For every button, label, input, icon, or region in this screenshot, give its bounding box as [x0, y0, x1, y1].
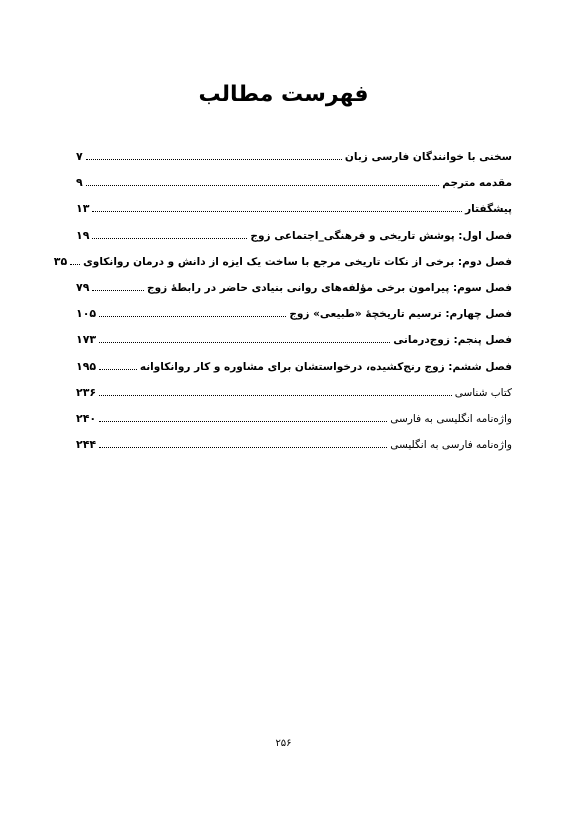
- toc-entry: [76, 386, 512, 412]
- toc-leader-dots: [99, 368, 137, 370]
- toc-leader-dots: [99, 341, 390, 343]
- toc-leader-dots: [92, 237, 247, 239]
- toc-entry: [76, 412, 512, 438]
- toc-entry: [76, 281, 512, 307]
- toc-entry-label: پیشگفتار: [465, 203, 512, 216]
- toc-entry-page: ۱۳: [76, 202, 90, 216]
- toc-entry-label: فصل دوم: برخی از نکات تاریخی مرجع با ساخت یک ایزه از دانش و درمان روانکاوی: [83, 255, 512, 268]
- toc-leader-dots: [92, 210, 462, 212]
- toc-leader-dots: [70, 263, 80, 265]
- toc-entry-page: ۱۹: [76, 228, 90, 242]
- toc-entry: [76, 333, 512, 359]
- toc-entry: [76, 438, 512, 464]
- toc-leader-dots: [86, 184, 440, 186]
- toc-leader-dots: [99, 446, 387, 448]
- toc-entry-page: ۲۴۴: [76, 438, 97, 452]
- toc-leader-dots: [99, 394, 452, 396]
- toc-entry: [76, 176, 512, 202]
- toc-entry: [76, 360, 512, 386]
- toc-entry-page: ۱۰۵: [76, 307, 97, 321]
- toc-entry-page: ۲۳۶: [76, 385, 97, 399]
- toc-entry-label: واژه‌نامه فارسی به انگلیسی: [390, 439, 512, 452]
- toc-leader-dots: [99, 315, 286, 317]
- toc-entry-page: ۲۴۰: [76, 411, 97, 425]
- toc-entry: [76, 229, 512, 255]
- toc-entry-page: ۱۷۳: [76, 333, 97, 347]
- toc-entry: [53, 254, 512, 281]
- toc-entry-label: فصل سوم: پیرامون برخی مؤلفه‌های روانی بنیادی حاضر در رابطهٔ زوج: [147, 281, 512, 294]
- toc-entry-label: سخنی با خوانندگان فارسی زبان: [344, 151, 512, 163]
- toc-entry-page: ۳۵: [53, 254, 68, 268]
- toc-leader-dots: [86, 158, 342, 160]
- toc-entry-label: فصل ششم: زوج رنج‌کشیده، درخواستشان برای مشاوره و کار روانکاوانه: [139, 360, 512, 373]
- toc-entry-label: کتاب شناسی: [454, 386, 512, 399]
- toc-entry-page: ۹: [76, 176, 83, 190]
- toc-entry-label: فصل اول: پوشش تاریخی و فرهنگی_اجتماعی زوج: [250, 229, 512, 242]
- toc-entry-label: فصل چهارم: ترسیم تاریخچهٔ «طبیعی» زوج: [289, 308, 512, 321]
- toc-entry-page: ۱۹۵: [76, 359, 97, 373]
- toc-entry: [76, 202, 512, 228]
- toc-entry-label: واژه‌نامه انگلیسی به فارسی: [390, 412, 512, 425]
- toc-entry-page: ۷: [76, 150, 83, 163]
- toc-leader-dots: [99, 420, 387, 422]
- page-number: ۲۵۶: [275, 738, 292, 749]
- toc-entry: [76, 150, 512, 176]
- toc-entry-label: مقدمه مترجم: [442, 177, 512, 190]
- toc-entry: [76, 307, 512, 333]
- table-of-contents: [53, 150, 512, 464]
- toc-entry-page: ۷۹: [76, 280, 90, 294]
- toc-leader-dots: [92, 289, 144, 291]
- toc-entry-label: فصل پنجم: زوج‌درمانی: [393, 334, 512, 347]
- page-title: فهرست مطالب: [198, 82, 369, 107]
